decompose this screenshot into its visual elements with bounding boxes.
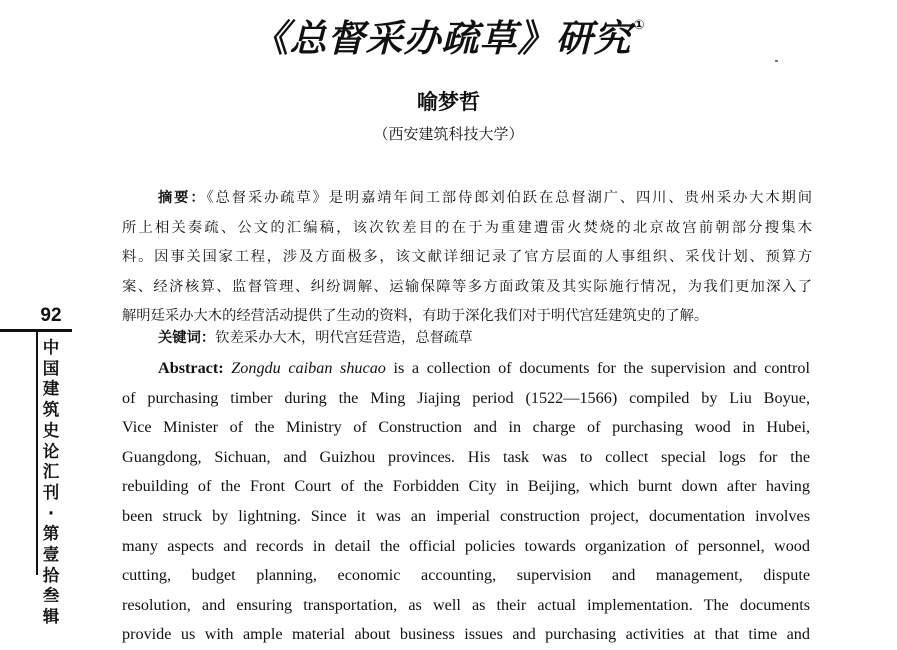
page-number: 92 <box>40 305 62 326</box>
abstract-zh-line <box>158 184 812 214</box>
abstract-en-line <box>158 354 810 384</box>
author-name: 喻梦哲 <box>417 90 480 114</box>
keywords-text: 钦差采办大木，明代宫廷营造，总督疏草 <box>215 330 473 346</box>
abstract-en-text: is a collection of documents for the supervision and control <box>385 359 810 377</box>
abstract-en-title: Zongdu caiban shucao <box>231 359 386 377</box>
abstract-en-line: many aspects and records in detail the official policies towards organization of personnel, wood <box>122 536 810 555</box>
abstract-en-line: Guangdong, Sichuan, and Guizhou provinces. His task was to collect special logs for the <box>122 447 810 466</box>
author-affiliation: （西安建筑科技大学） <box>373 125 524 143</box>
abstract-en-line: been struck by lightning. Since it was an imperial construction project, documentation involves <box>122 507 810 525</box>
abstract-zh-label: 摘要： <box>158 190 207 206</box>
paper-title-text: 《总督采办疏草》研究 <box>251 17 632 60</box>
decorative-dot <box>775 60 778 62</box>
abstract-en-line: rebuilding of the Front Court of the Forbidden City in Beijing, which burnt down after having <box>122 477 810 496</box>
abstract-en-line: resolution, and ensuring transportation, as well as their actual implementation. The documents <box>122 595 810 614</box>
abstract-en-line: Vice Minister of the Ministry of Construction and in charge of purchasing wood in Hubei, <box>122 418 810 437</box>
abstract-zh-line: 所上相关奏疏、公文的汇编稿，该次钦差目的在于为重建遭雷火焚烧的北京故宫前朝部分搜集木 <box>122 219 812 236</box>
sidebar-rule-vertical <box>36 329 38 575</box>
keywords-line <box>158 324 812 354</box>
abstract-en-label: Abstract: <box>158 359 224 377</box>
abstract-en-line: of purchasing timber during the Ming Jiajing period (1522—1566) compiled by Liu Boyue, <box>122 388 810 407</box>
abstract-en-line: cutting, budget planning, economic accounting, supervision and management, dispute <box>122 566 810 585</box>
journal-title-vertical: 中国建筑史论汇刊·第壹拾叁辑 <box>42 338 60 627</box>
paper-title <box>0 2 897 63</box>
abstract-zh-line: 解明廷采办大木的经营活动提供了生动的资料，有助于深化我们对于明代宫廷建筑史的了解。 <box>122 308 709 325</box>
abstract-en-line: provide us with ample material about business issues and purchasing activities at that time and <box>122 625 810 644</box>
abstract-zh-text: 《总督采办疏草》是明嘉靖年间工部侍郎刘伯跃在总督湖广、四川、贵州采办大木期间 <box>206 190 812 206</box>
abstract-zh-line: 料。因事关国家工程，涉及方面极多，该文献详细记录了官方层面的人事组织、采伐计划、预算方 <box>122 249 812 266</box>
footnote-mark: ① <box>633 18 646 33</box>
keywords-label: 关键词： <box>158 330 216 346</box>
abstract-zh-line: 案、经济核算、监督管理、纠纷调解、运输保障等多方面政策及其实际施行情况，为我们更加深入了 <box>122 278 812 295</box>
